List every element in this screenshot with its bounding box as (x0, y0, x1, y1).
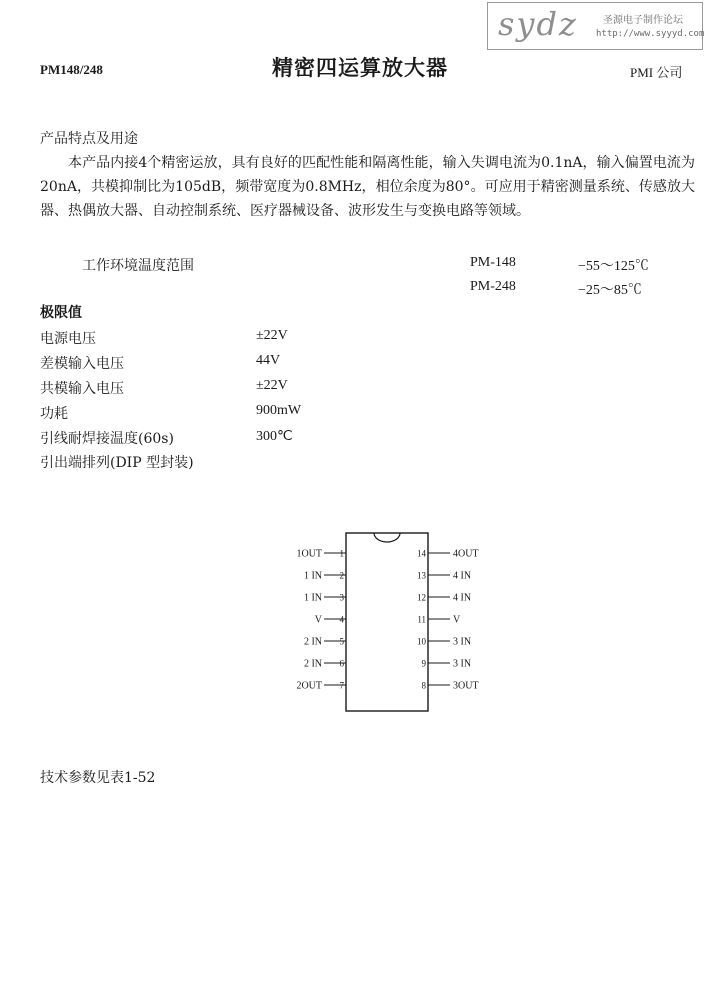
part-number-header: PM148/248 (40, 62, 103, 77)
limit-name: 功耗 (40, 406, 68, 422)
watermark-logo: sydz (498, 5, 578, 43)
pin-label: 3 IN (453, 658, 472, 670)
watermark-site-name: 圣源电子制作论坛 (603, 15, 683, 26)
pin-label: 4 IN (453, 570, 472, 582)
pin-number: 11 (417, 614, 426, 625)
temp-range-pm148: −55～125℃ (578, 259, 649, 274)
limits-heading: 极限值 (40, 305, 82, 321)
limit-value: ±22V (256, 378, 288, 393)
pin-number: 14 (417, 548, 426, 559)
temp-model-pm148: PM-148 (470, 255, 516, 270)
pin-label: 1 IN (303, 592, 322, 604)
limit-name: 共模输入电压 (40, 381, 124, 397)
pin-label: 1OUT (296, 548, 322, 560)
pin-label: 1 IN (303, 570, 322, 582)
temp-model-pm248: PM-248 (470, 279, 516, 294)
pin-number: 9 (421, 658, 426, 669)
pin-number: 5 (339, 636, 344, 647)
pin-label: 2 IN (303, 658, 322, 670)
manufacturer-header: PMI 公司 (630, 65, 683, 80)
limit-value: 300℃ (256, 429, 293, 444)
pin-number: 4 (339, 614, 344, 625)
watermark-url: http://www.syyyd.com (596, 29, 705, 39)
limit-name: 电源电压 (40, 331, 96, 347)
limit-name: 差模输入电压 (40, 356, 124, 372)
pin-number: 2 (339, 570, 344, 581)
page-title: 精密四运算放大器 (272, 55, 448, 80)
pin-number: 1 (339, 548, 344, 559)
pin-label: 2OUT (296, 680, 322, 692)
temp-range-pm248: −25～85℃ (578, 283, 642, 298)
pin-number: 13 (417, 570, 426, 581)
chip-body (346, 533, 428, 711)
pinout-heading: 引出端排列(DIP 型封装) (40, 455, 194, 471)
temperature-range-label: 工作环境温度范围 (82, 258, 194, 274)
features-paragraph: 本产品内接4个精密运放，具有良好的匹配性能和隔离性能，输入失调电流为0.1nA，输入偏置电流为20nA，共模抑制比为105dB，频带宽度为0.8MHz，相位余度为80°。可应用于精密测量系统、传感放大器、热偶放大器、自动控制系统、医疗器械设备、波形发生与变换电路等领域。 (40, 155, 695, 219)
pin-label: 4OUT (453, 548, 479, 560)
limit-name: 引线耐焊接温度(60s) (40, 431, 174, 447)
footer-reference: 技术参数见表1-52 (40, 770, 156, 786)
pin-label: V (453, 614, 461, 626)
limit-value: 44V (256, 353, 281, 368)
pin-label: 3 IN (453, 636, 472, 648)
pin-number: 12 (417, 592, 426, 603)
right-pin-group (417, 549, 479, 692)
pin-number: 6 (339, 658, 344, 669)
pin-number: 3 (339, 592, 344, 603)
dip14-pinout-diagram (280, 525, 500, 725)
limit-value: ±22V (256, 328, 288, 343)
watermark-logo-box (487, 2, 703, 50)
pin-number: 10 (417, 636, 426, 647)
pin-number: 7 (339, 680, 344, 691)
left-pin-group (296, 549, 346, 692)
pin-label: 4 IN (453, 592, 472, 604)
pin-label: V (314, 614, 322, 626)
pin-label: 2 IN (303, 636, 322, 648)
limit-value: 900mW (256, 403, 302, 418)
chip-notch (374, 533, 400, 542)
pin-number: 8 (421, 680, 426, 691)
features-heading: 产品特点及用途 (40, 131, 138, 147)
pin-label: 3OUT (453, 680, 479, 692)
